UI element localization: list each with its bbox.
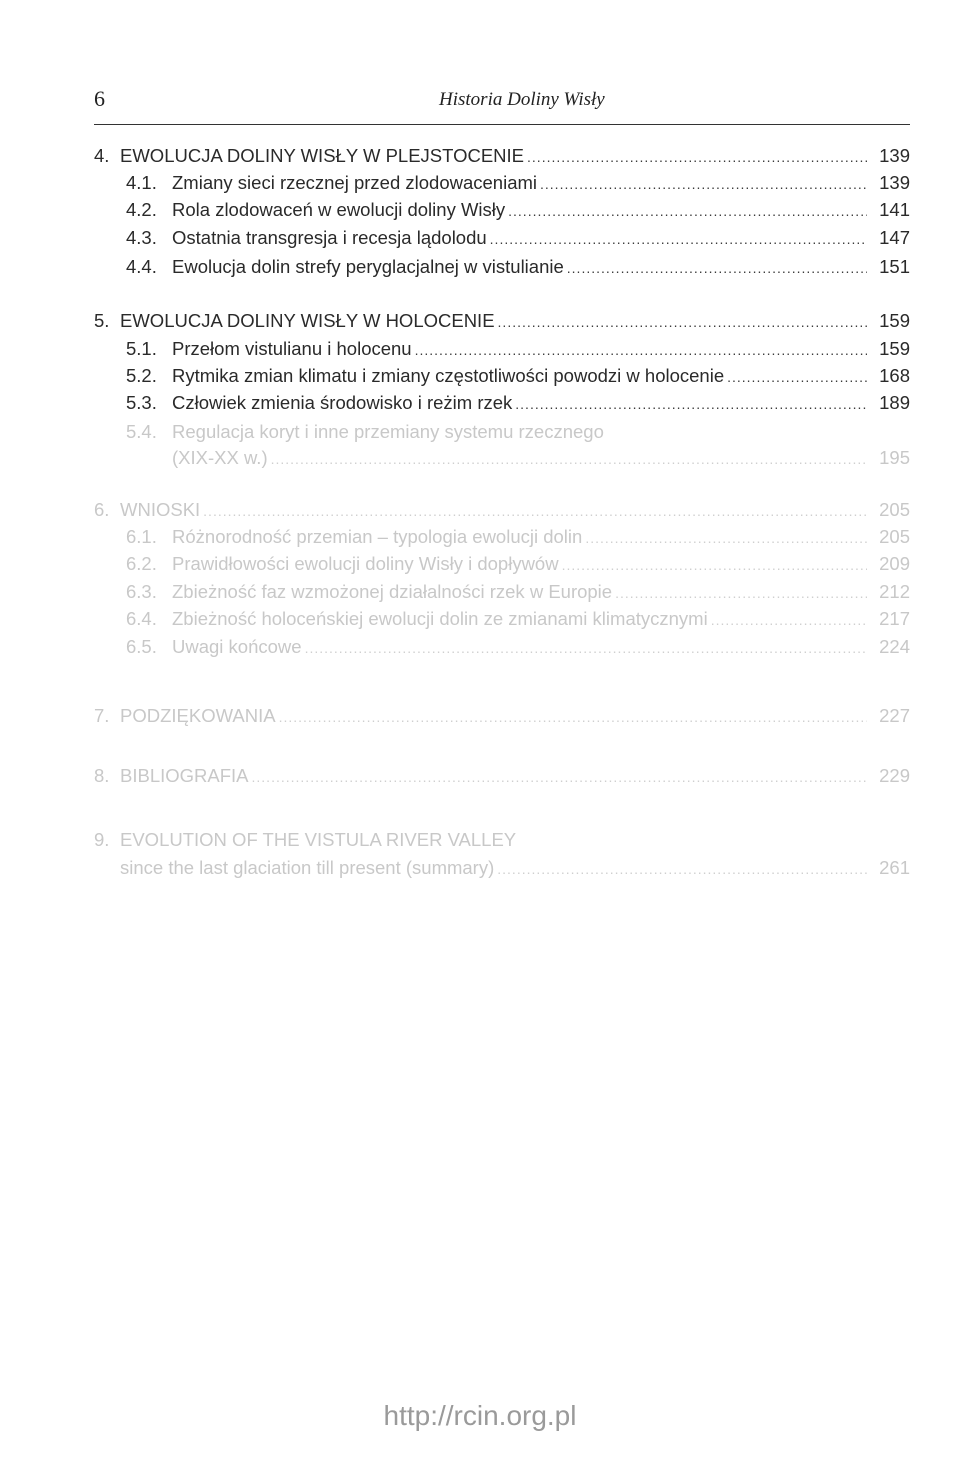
toc-entry-title: since the last glaciation till present (summary) bbox=[120, 857, 495, 878]
toc-entry-5[interactable] bbox=[94, 308, 910, 334]
toc-entry-title: EWOLUCJA DOLINY WISŁY W PLEJSTOCENIE bbox=[120, 145, 525, 166]
toc-entry-title: (XIX-XX w.) bbox=[172, 447, 268, 468]
toc-leader-dots bbox=[415, 337, 867, 363]
toc-entry-number: 4.2. bbox=[126, 199, 157, 220]
toc-leader-dots bbox=[490, 226, 867, 252]
toc-entry-page: 217 bbox=[879, 608, 910, 629]
toc-entry-5-4-cont[interactable] bbox=[166, 445, 910, 471]
footer-source-url[interactable]: http://rcin.org.pl bbox=[383, 1400, 577, 1431]
toc-leader-dots bbox=[252, 764, 867, 790]
toc-entry-number: 6. bbox=[94, 499, 110, 520]
toc-entry-9[interactable] bbox=[94, 827, 910, 853]
toc-leader-dots bbox=[615, 580, 867, 606]
toc-leader-dots bbox=[498, 309, 867, 335]
toc-entry-6-2[interactable] bbox=[126, 551, 910, 577]
toc-leader-dots bbox=[727, 364, 867, 390]
toc-entry-number: 5.2. bbox=[126, 365, 157, 386]
toc-entry-page: 139 bbox=[879, 145, 910, 166]
toc-entry-4-1[interactable] bbox=[126, 170, 910, 196]
toc-entry-number: 6.5. bbox=[126, 636, 157, 657]
toc-entry-number: 5.3. bbox=[126, 392, 157, 413]
toc-entry-title: Człowiek zmienia środowisko i reżim rzek bbox=[172, 392, 513, 413]
toc-entry-title: Rola zlodowaceń w ewolucji doliny Wisły bbox=[172, 199, 506, 220]
toc-leader-dots bbox=[203, 498, 867, 524]
toc-entry-number: 6.4. bbox=[126, 608, 157, 629]
toc-leader-dots bbox=[508, 198, 867, 224]
toc-entry-number: 7. bbox=[94, 705, 110, 726]
toc-leader-dots bbox=[497, 856, 867, 882]
toc-entry-number: 6.2. bbox=[126, 553, 157, 574]
toc-leader-dots bbox=[562, 552, 867, 578]
toc-entry-page: 159 bbox=[879, 338, 910, 359]
toc-entry-6-1[interactable] bbox=[126, 524, 910, 550]
toc-entry-page: 189 bbox=[879, 392, 910, 413]
toc-entry-number: 9. bbox=[94, 829, 110, 850]
toc-entry-number: 6.3. bbox=[126, 581, 157, 602]
toc-leader-dots bbox=[515, 391, 867, 417]
toc-entry-title: Prawidłowości ewolucji doliny Wisły i dopływów bbox=[172, 553, 559, 574]
toc-entry-page: 205 bbox=[879, 526, 910, 547]
toc-entry-number: 6.1. bbox=[126, 526, 157, 547]
toc-leader-dots bbox=[711, 607, 867, 633]
toc-entry-number: 4. bbox=[94, 145, 110, 166]
toc-entry-9-cont[interactable] bbox=[114, 855, 910, 881]
toc-entry-number: 5.4. bbox=[126, 421, 157, 442]
toc-entry-title: Ostatnia transgresja i recesja lądolodu bbox=[172, 227, 487, 248]
toc-entry-title: BIBLIOGRAFIA bbox=[120, 765, 249, 786]
toc-entry-4-2[interactable] bbox=[126, 197, 910, 223]
toc-entry-title: Różnorodność przemian – typologia ewolucji dolin bbox=[172, 526, 583, 547]
page-number: 6 bbox=[94, 86, 105, 111]
running-title: Historia Doliny Wisły bbox=[439, 89, 605, 110]
toc-entry-title: Rytmika zmian klimatu i zmiany częstotliwości powodzi w holocenie bbox=[172, 365, 725, 386]
toc-entry-5-2[interactable] bbox=[126, 363, 910, 389]
toc-entry-4-4[interactable] bbox=[126, 254, 910, 280]
toc-entry-title: WNIOSKI bbox=[120, 499, 201, 520]
toc-entry-6-4[interactable] bbox=[126, 606, 910, 632]
toc-entry-title: Zbieżność holoceńskiej ewolucji dolin ze zmianami klimatycznymi bbox=[172, 608, 708, 629]
toc-entry-8[interactable] bbox=[94, 763, 910, 789]
toc-leader-dots bbox=[279, 704, 867, 730]
toc-leader-dots bbox=[527, 144, 867, 170]
toc-entry-page: 139 bbox=[879, 172, 910, 193]
toc-entry-page: 168 bbox=[879, 365, 910, 386]
toc-entry-page: 147 bbox=[879, 227, 910, 248]
toc-entry-number: 8. bbox=[94, 765, 110, 786]
toc-entry-number: 5. bbox=[94, 310, 110, 331]
toc-entry-page: 224 bbox=[879, 636, 910, 657]
toc-entry-page: 261 bbox=[879, 857, 910, 878]
toc-entry-4-3[interactable] bbox=[126, 225, 910, 251]
toc-entry-number: 4.3. bbox=[126, 227, 157, 248]
toc-entry-6[interactable] bbox=[94, 497, 910, 523]
toc-leader-dots bbox=[585, 525, 867, 551]
toc-leader-dots bbox=[305, 635, 867, 661]
toc-entry-5-3[interactable] bbox=[126, 390, 910, 416]
toc-entry-number: 5.1. bbox=[126, 338, 157, 359]
toc-entry-title: Przełom vistulianu i holocenu bbox=[172, 338, 412, 359]
toc-entry-page: 151 bbox=[879, 256, 910, 277]
toc-entry-page: 195 bbox=[879, 447, 910, 468]
toc-entry-page: 209 bbox=[879, 553, 910, 574]
toc-entry-number: 4.4. bbox=[126, 256, 157, 277]
toc-entry-title: Ewolucja dolin strefy peryglacjalnej w vistulianie bbox=[172, 256, 564, 277]
toc-leader-dots bbox=[271, 446, 867, 472]
toc-entry-page: 205 bbox=[879, 499, 910, 520]
toc-entry-page: 141 bbox=[879, 199, 910, 220]
toc-entry-title: EWOLUCJA DOLINY WISŁY W HOLOCENIE bbox=[120, 310, 495, 331]
toc-entry-page: 212 bbox=[879, 581, 910, 602]
toc-entry-title: EVOLUTION OF THE VISTULA RIVER VALLEY bbox=[120, 829, 517, 850]
toc-entry-7[interactable] bbox=[94, 703, 910, 729]
toc-entry-4[interactable] bbox=[94, 143, 910, 169]
toc-entry-5-1[interactable] bbox=[126, 336, 910, 362]
toc-entry-title: Zbieżność faz wzmożonej działalności rzek w Europie bbox=[172, 581, 613, 602]
toc-entry-title: Uwagi końcowe bbox=[172, 636, 302, 657]
toc-entry-title: PODZIĘKOWANIA bbox=[120, 705, 276, 726]
toc-entry-title: Zmiany sieci rzecznej przed zlodowaceniami bbox=[172, 172, 538, 193]
toc-entry-5-4[interactable] bbox=[126, 419, 910, 445]
toc-entry-number: 4.1. bbox=[126, 172, 157, 193]
toc-entry-title: Regulacja koryt i inne przemiany systemu rzecznego bbox=[172, 421, 604, 442]
toc-entry-page: 227 bbox=[879, 705, 910, 726]
toc-entry-6-5[interactable] bbox=[126, 634, 910, 660]
toc-leader-dots bbox=[540, 171, 867, 197]
toc-entry-page: 159 bbox=[879, 310, 910, 331]
toc-leader-dots bbox=[567, 255, 867, 281]
toc-entry-page: 229 bbox=[879, 765, 910, 786]
toc-entry-6-3[interactable] bbox=[126, 579, 910, 605]
